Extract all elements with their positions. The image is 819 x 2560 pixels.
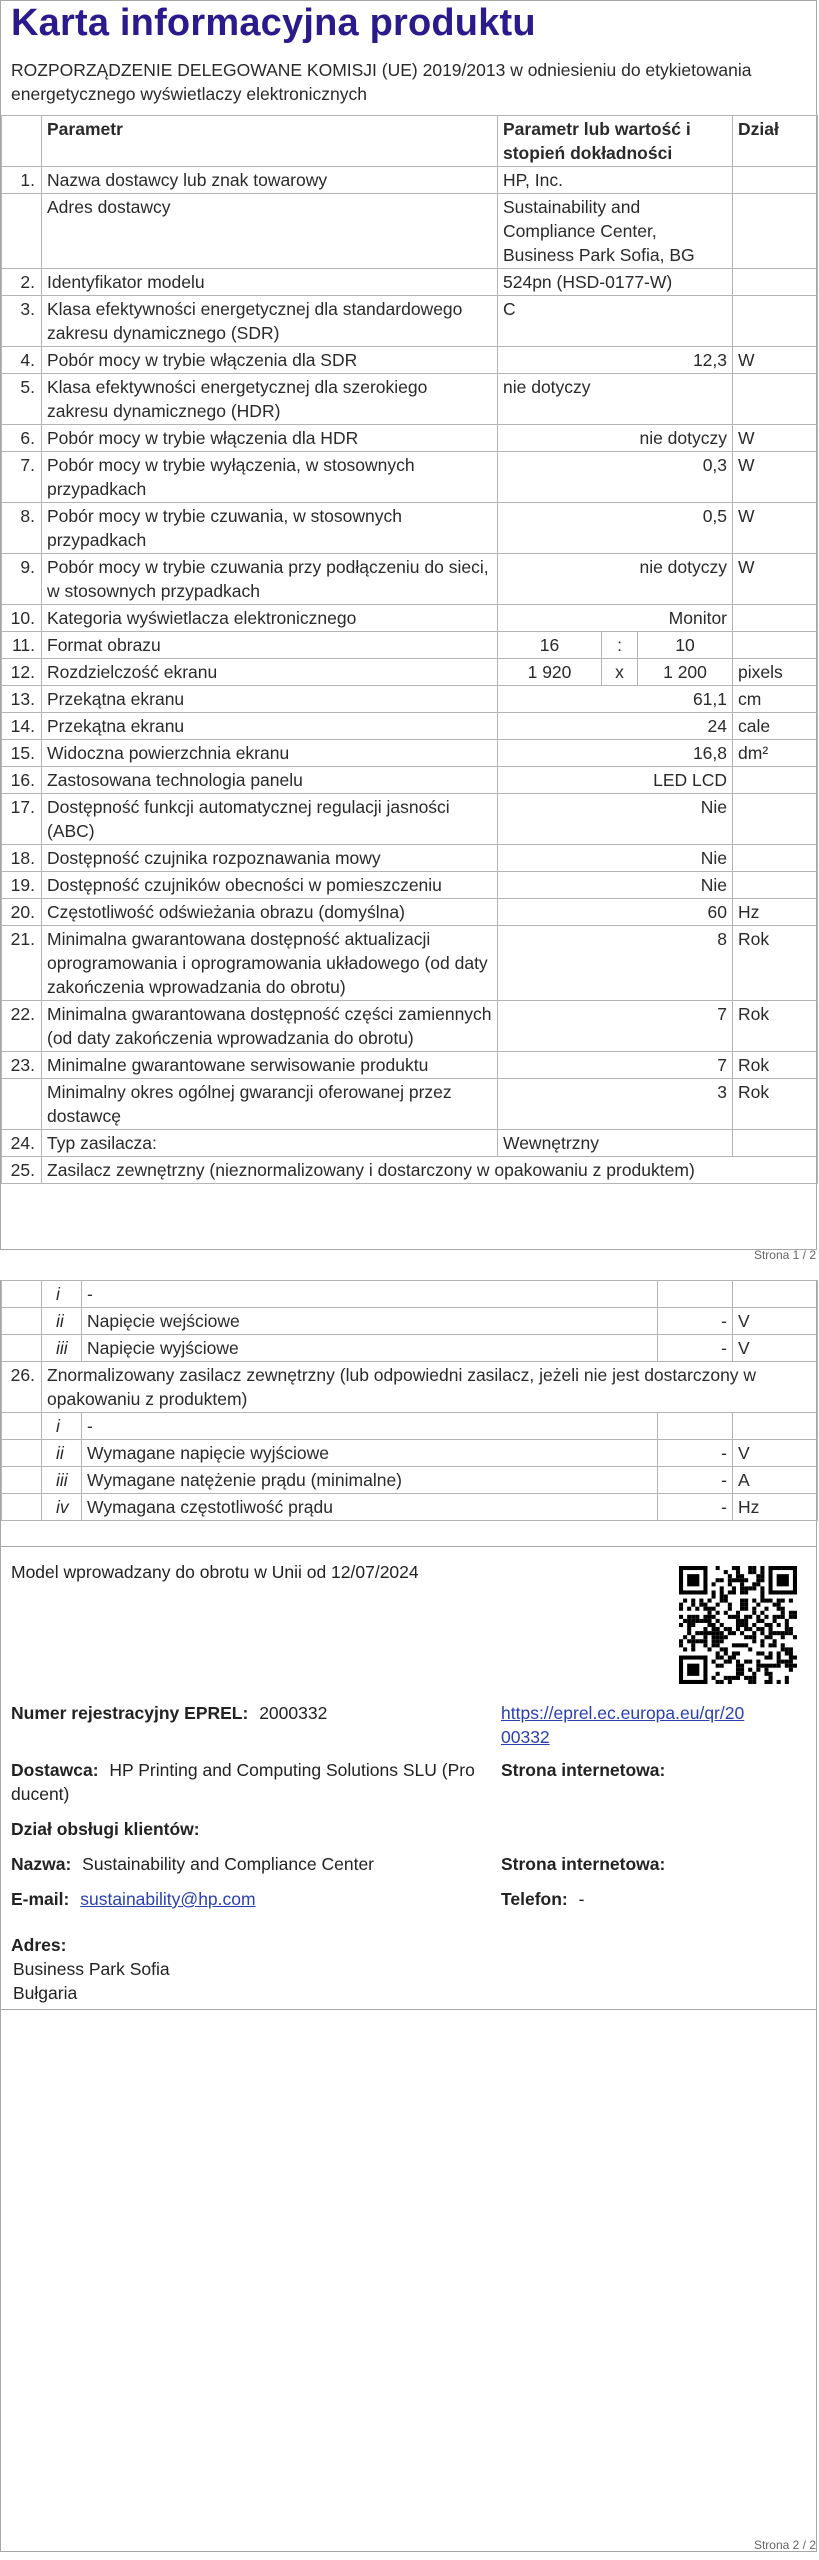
email-link[interactable]: sustainability@hp.com bbox=[80, 1889, 256, 1909]
row-param: Format obrazu bbox=[42, 632, 498, 659]
row-param: Częstotliwość odświeżania obrazu (domyślna) bbox=[42, 899, 498, 926]
row-number: 10. bbox=[2, 605, 42, 632]
row-separator: : bbox=[602, 632, 638, 659]
row-unit: W bbox=[733, 554, 818, 605]
row-number: 14. bbox=[2, 713, 42, 740]
row-number: 11. bbox=[2, 632, 42, 659]
sub-param: Wymagana częstotliwość prądu bbox=[82, 1494, 658, 1521]
row-number: 23. bbox=[2, 1052, 42, 1079]
sub-row bbox=[2, 1308, 818, 1335]
sub-index: ii bbox=[42, 1308, 82, 1335]
table-row bbox=[2, 425, 818, 452]
address-line1: Business Park Sofia bbox=[13, 1959, 170, 1979]
row-spacer bbox=[2, 1281, 42, 1308]
row-number: 18. bbox=[2, 845, 42, 872]
row-spacer bbox=[2, 1440, 42, 1467]
table-row bbox=[2, 347, 818, 374]
row-number: 4. bbox=[2, 347, 42, 374]
row-value: Wewnętrzny bbox=[498, 1130, 733, 1157]
row-unit: pixels bbox=[733, 659, 818, 686]
sub-value: - bbox=[658, 1467, 733, 1494]
row-param: Minimalny okres ogólnej gwarancji oferowanej przez dostawcę bbox=[42, 1079, 498, 1130]
row-param: Minimalna gwarantowana dostępność aktualizacji oprogramowania i oprogramowania układowego (od daty zakończenia wprowadzania do obrotu) bbox=[42, 926, 498, 1001]
address-block bbox=[11, 1933, 170, 2005]
row-unit bbox=[733, 296, 818, 347]
row-value: 8 bbox=[498, 926, 733, 1001]
row-text: Zasilacz zewnętrzny (nieznormalizowany i dostarczony w opakowaniu z produktem) bbox=[42, 1157, 818, 1184]
spec-table-continued bbox=[1, 1280, 818, 1521]
row-param: Rozdzielczość ekranu bbox=[42, 659, 498, 686]
sub-value bbox=[658, 1281, 733, 1308]
page-number-2: Strona 2 / 2 bbox=[753, 2538, 816, 2552]
row-unit bbox=[733, 374, 818, 425]
row-unit: Rok bbox=[733, 1052, 818, 1079]
row-unit bbox=[733, 605, 818, 632]
row-value: 3 bbox=[498, 1079, 733, 1130]
row-unit: dm² bbox=[733, 740, 818, 767]
row-value: 1 920 bbox=[498, 659, 602, 686]
row-unit bbox=[733, 767, 818, 794]
sub-unit: V bbox=[733, 1440, 818, 1467]
sub-index: i bbox=[42, 1281, 82, 1308]
sub-row bbox=[2, 1494, 818, 1521]
table-row bbox=[2, 713, 818, 740]
table-row bbox=[2, 899, 818, 926]
sub-param: Napięcie wejściowe bbox=[82, 1308, 658, 1335]
row-unit: W bbox=[733, 503, 818, 554]
sub-unit: V bbox=[733, 1308, 818, 1335]
name-line bbox=[11, 1852, 374, 1876]
row-number: 20. bbox=[2, 899, 42, 926]
row-param: Pobór mocy w trybie czuwania przy podłączeniu do sieci, w stosownych przypadkach bbox=[42, 554, 498, 605]
row-value: 61,1 bbox=[498, 686, 733, 713]
row-spacer bbox=[2, 1467, 42, 1494]
table-row bbox=[2, 632, 818, 659]
model-date: Model wprowadzany do obrotu w Unii od 12/07/2024 bbox=[11, 1562, 419, 1582]
table-row bbox=[2, 269, 818, 296]
table-row bbox=[2, 845, 818, 872]
row-param: Pobór mocy w trybie włączenia dla SDR bbox=[42, 347, 498, 374]
row-number: 19. bbox=[2, 872, 42, 899]
table-header-row bbox=[2, 116, 818, 167]
row-unit bbox=[733, 794, 818, 845]
eprel-label: Numer rejestracyjny EPREL: bbox=[11, 1703, 249, 1723]
row-number: 8. bbox=[2, 503, 42, 554]
qr-code[interactable] bbox=[679, 1566, 797, 1684]
row-value: Nie bbox=[498, 872, 733, 899]
table-row bbox=[2, 872, 818, 899]
table-row bbox=[2, 554, 818, 605]
email-label: E-mail: bbox=[11, 1889, 70, 1909]
table-row bbox=[2, 194, 818, 269]
page-title: Karta informacyjna produktu bbox=[11, 2, 536, 44]
row-number: 26. bbox=[2, 1362, 42, 1413]
row-separator: x bbox=[602, 659, 638, 686]
row-value: Nie bbox=[498, 845, 733, 872]
table-row bbox=[2, 1001, 818, 1052]
sub-value bbox=[658, 1413, 733, 1440]
row-number: 22. bbox=[2, 1001, 42, 1052]
row-value: 16 bbox=[498, 632, 602, 659]
sub-row bbox=[2, 1335, 818, 1362]
supplier-block bbox=[11, 1758, 501, 1806]
table-row bbox=[2, 659, 818, 686]
table-row bbox=[2, 605, 818, 632]
row-value: Nie bbox=[498, 794, 733, 845]
sub-unit bbox=[733, 1281, 818, 1308]
row-value: 0,3 bbox=[498, 452, 733, 503]
row-value: 12,3 bbox=[498, 347, 733, 374]
spec-table bbox=[1, 115, 818, 1184]
sub-unit: A bbox=[733, 1467, 818, 1494]
row-unit: cm bbox=[733, 686, 818, 713]
table-row bbox=[2, 503, 818, 554]
website-label-2: Strona internetowa: bbox=[501, 1854, 666, 1874]
row-number: 24. bbox=[2, 1130, 42, 1157]
row-unit: W bbox=[733, 347, 818, 374]
row-value-2: 10 bbox=[638, 632, 733, 659]
sub-unit: Hz bbox=[733, 1494, 818, 1521]
row-number: 5. bbox=[2, 374, 42, 425]
row-param: Nazwa dostawcy lub znak towarowy bbox=[42, 167, 498, 194]
row-param: Przekątna ekranu bbox=[42, 713, 498, 740]
table-row bbox=[2, 296, 818, 347]
sub-value: - bbox=[658, 1494, 733, 1521]
row-unit: cale bbox=[733, 713, 818, 740]
row-param: Klasa efektywności energetycznej dla szerokiego zakresu dynamicznego (HDR) bbox=[42, 374, 498, 425]
row-value: 524pn (HSD-0177-W) bbox=[498, 269, 733, 296]
eprel-value: 2000332 bbox=[259, 1703, 328, 1723]
eprel-line bbox=[11, 1701, 327, 1725]
supplier-value-line1: HP Printing and Computing Solutions SLU (Pro bbox=[109, 1760, 475, 1780]
row-param: Przekątna ekranu bbox=[42, 686, 498, 713]
table-row bbox=[2, 1052, 818, 1079]
row-unit bbox=[733, 872, 818, 899]
row-value: 60 bbox=[498, 899, 733, 926]
row-param: Pobór mocy w trybie czuwania, w stosownych przypadkach bbox=[42, 503, 498, 554]
website-label: Strona internetowa: bbox=[501, 1760, 666, 1780]
header-value: Parametr lub wartość i stopień dokładności bbox=[498, 116, 733, 167]
sub-param: Wymagane napięcie wyjściowe bbox=[82, 1440, 658, 1467]
row-param: Dostępność czujników obecności w pomieszczeniu bbox=[42, 872, 498, 899]
table-row-26 bbox=[2, 1362, 818, 1413]
sub-param: Napięcie wyjściowe bbox=[82, 1335, 658, 1362]
sub-value: - bbox=[658, 1335, 733, 1362]
sub-param: Wymagane natężenie prądu (minimalne) bbox=[82, 1467, 658, 1494]
row-unit: Rok bbox=[733, 1001, 818, 1052]
sub-row bbox=[2, 1467, 818, 1494]
row-param: Dostępność czujnika rozpoznawania mowy bbox=[42, 845, 498, 872]
row-value: nie dotyczy bbox=[498, 374, 733, 425]
supplier-value-line2: ducent) bbox=[11, 1784, 70, 1804]
name-value: Sustainability and Compliance Center bbox=[82, 1854, 374, 1874]
row-unit: Rok bbox=[733, 926, 818, 1001]
sub-param: - bbox=[82, 1413, 658, 1440]
row-unit: W bbox=[733, 452, 818, 503]
sub-unit: V bbox=[733, 1335, 818, 1362]
header-param: Parametr bbox=[42, 116, 498, 167]
row-param: Pobór mocy w trybie wyłączenia, w stosownych przypadkach bbox=[42, 452, 498, 503]
supplier-label: Dostawca: bbox=[11, 1760, 99, 1780]
row-param: Zastosowana technologia panelu bbox=[42, 767, 498, 794]
phone-value: - bbox=[578, 1889, 585, 1909]
sub-index: ii bbox=[42, 1440, 82, 1467]
table-row bbox=[2, 374, 818, 425]
row-param: Minimalne gwarantowane serwisowanie produktu bbox=[42, 1052, 498, 1079]
sub-row bbox=[2, 1413, 818, 1440]
row-value: nie dotyczy bbox=[498, 425, 733, 452]
row-value: C bbox=[498, 296, 733, 347]
sub-index: iv bbox=[42, 1494, 82, 1521]
row-unit bbox=[733, 269, 818, 296]
row-value: LED LCD bbox=[498, 767, 733, 794]
sub-row bbox=[2, 1440, 818, 1467]
row-number: 25. bbox=[2, 1157, 42, 1184]
row-text: Znormalizowany zasilacz zewnętrzny (lub odpowiedni zasilacz, jeżeli nie jest dostarczony w opakowaniu z produktem) bbox=[42, 1362, 818, 1413]
name-label: Nazwa: bbox=[11, 1854, 72, 1874]
row-number: 17. bbox=[2, 794, 42, 845]
table-row bbox=[2, 1079, 818, 1130]
row-number: 6. bbox=[2, 425, 42, 452]
eprel-url-line2[interactable]: 00332 bbox=[501, 1727, 550, 1747]
table-row-25 bbox=[2, 1157, 818, 1184]
sub-value: - bbox=[658, 1308, 733, 1335]
table-row bbox=[2, 767, 818, 794]
row-unit bbox=[733, 194, 818, 269]
table-row bbox=[2, 794, 818, 845]
row-spacer bbox=[2, 1413, 42, 1440]
row-unit: Rok bbox=[733, 1079, 818, 1130]
row-value: 0,5 bbox=[498, 503, 733, 554]
row-param: Identyfikator modelu bbox=[42, 269, 498, 296]
header-unit: Dział bbox=[733, 116, 818, 167]
row-param: Kategoria wyświetlacza elektronicznego bbox=[42, 605, 498, 632]
row-value: Sustainability and Compliance Center, Business Park Sofia, BG bbox=[498, 194, 733, 269]
row-param: Adres dostawcy bbox=[42, 194, 498, 269]
phone-line bbox=[501, 1887, 584, 1911]
row-unit bbox=[733, 845, 818, 872]
sub-index: iii bbox=[42, 1467, 82, 1494]
row-unit: W bbox=[733, 425, 818, 452]
row-param: Minimalna gwarantowana dostępność części zamiennych (od daty zakończenia wprowadzania do obrotu) bbox=[42, 1001, 498, 1052]
sub-unit bbox=[733, 1413, 818, 1440]
row-unit: Hz bbox=[733, 899, 818, 926]
page-number: Strona 1 / 2 bbox=[753, 1248, 816, 1262]
row-value: HP, Inc. bbox=[498, 167, 733, 194]
row-param: Klasa efektywności energetycznej dla standardowego zakresu dynamicznego (SDR) bbox=[42, 296, 498, 347]
table-row bbox=[2, 452, 818, 503]
row-unit bbox=[733, 1130, 818, 1157]
page-subtitle: ROZPORZĄDZENIE DELEGOWANE KOMISJI (UE) 2019/2013 w odniesieniu do etykietowania energetycznego wyświetlaczy elektronicznych bbox=[11, 60, 752, 104]
address-line2: Bułgaria bbox=[13, 1983, 78, 2003]
row-value: nie dotyczy bbox=[498, 554, 733, 605]
service-label: Dział obsługi klientów: bbox=[11, 1819, 200, 1839]
table-row bbox=[2, 740, 818, 767]
row-number: 13. bbox=[2, 686, 42, 713]
table-row bbox=[2, 1130, 818, 1157]
sub-value: - bbox=[658, 1440, 733, 1467]
row-number bbox=[2, 1079, 42, 1130]
row-param: Typ zasilacza: bbox=[42, 1130, 498, 1157]
row-spacer bbox=[2, 1335, 42, 1362]
row-number: 21. bbox=[2, 926, 42, 1001]
eprel-url-line1[interactable]: https://eprel.ec.europa.eu/qr/20 bbox=[501, 1703, 745, 1723]
row-number: 1. bbox=[2, 167, 42, 194]
row-value: Monitor bbox=[498, 605, 733, 632]
row-value: 24 bbox=[498, 713, 733, 740]
table-row bbox=[2, 167, 818, 194]
row-number: 15. bbox=[2, 740, 42, 767]
row-number: 2. bbox=[2, 269, 42, 296]
row-number: 9. bbox=[2, 554, 42, 605]
row-number: 16. bbox=[2, 767, 42, 794]
row-spacer bbox=[2, 1494, 42, 1521]
row-param: Dostępność funkcji automatycznej regulacji jasności (ABC) bbox=[42, 794, 498, 845]
address-label: Adres: bbox=[11, 1935, 67, 1955]
row-number: 7. bbox=[2, 452, 42, 503]
row-value: 16,8 bbox=[498, 740, 733, 767]
row-number: 3. bbox=[2, 296, 42, 347]
row-param: Pobór mocy w trybie włączenia dla HDR bbox=[42, 425, 498, 452]
phone-label: Telefon: bbox=[501, 1889, 568, 1909]
row-spacer bbox=[2, 1308, 42, 1335]
table-row bbox=[2, 686, 818, 713]
row-number: 12. bbox=[2, 659, 42, 686]
row-unit bbox=[733, 632, 818, 659]
sub-param: - bbox=[82, 1281, 658, 1308]
row-value: 7 bbox=[498, 1001, 733, 1052]
sub-row bbox=[2, 1281, 818, 1308]
sub-index: i bbox=[42, 1413, 82, 1440]
row-value-2: 1 200 bbox=[638, 659, 733, 686]
row-unit bbox=[733, 167, 818, 194]
eprel-link[interactable] bbox=[501, 1701, 781, 1749]
row-number bbox=[2, 194, 42, 269]
row-param: Widoczna powierzchnia ekranu bbox=[42, 740, 498, 767]
email-line bbox=[11, 1887, 256, 1911]
sub-index: iii bbox=[42, 1335, 82, 1362]
row-value: 7 bbox=[498, 1052, 733, 1079]
table-row bbox=[2, 926, 818, 1001]
